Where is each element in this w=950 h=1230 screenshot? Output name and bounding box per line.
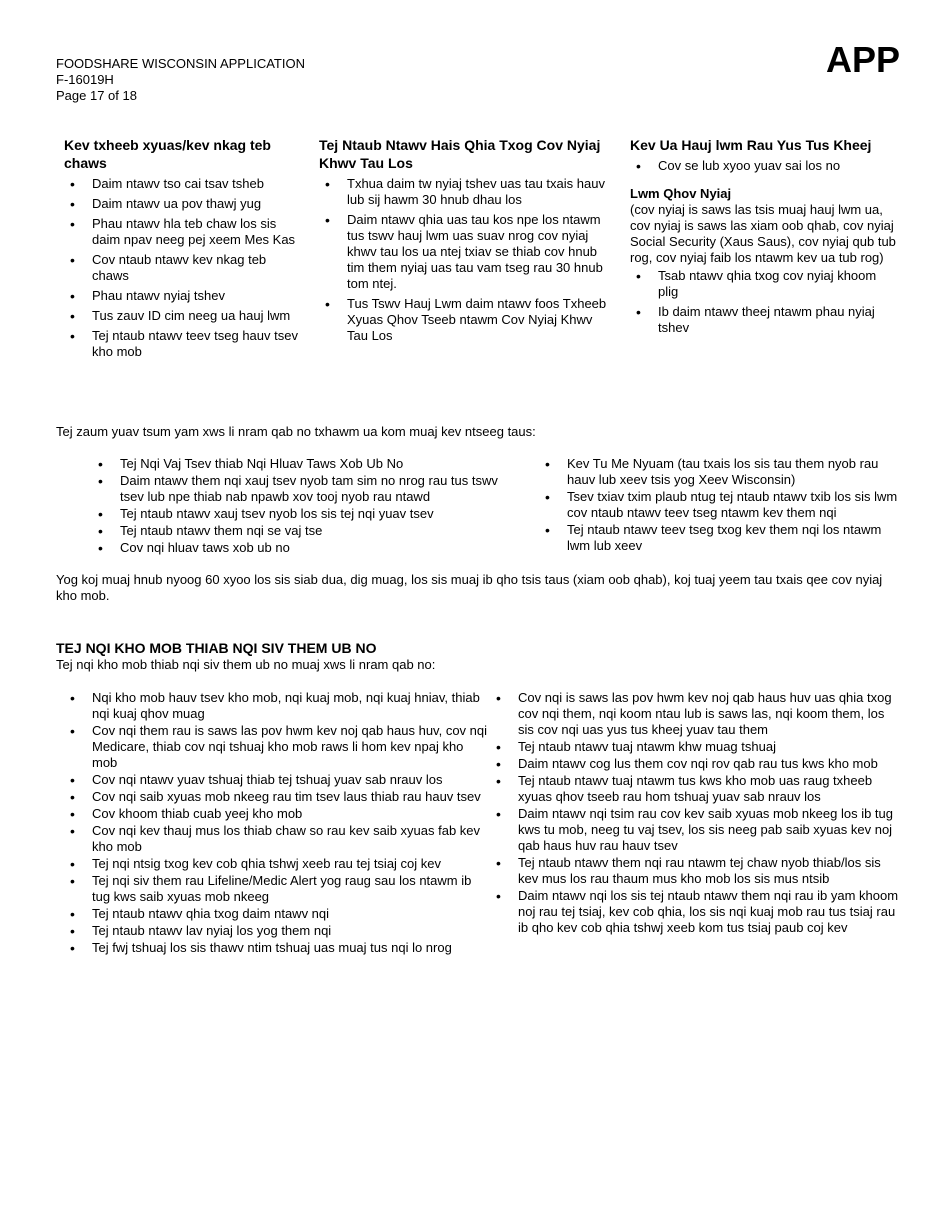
identity-column [64, 136, 304, 364]
list-item: • Tsev txiav txim plaub ntug tej ntaub ntawv txib los sis lwm cov ntaub ntawv teev tseg ntawm kev them nqi [539, 489, 899, 521]
other-income-text: (cov nyiaj is saws las tsis muaj hauj lwm ua, cov nyiaj is saws las xiam oob qhab, cov nyiaj Social Security (Xaus Saus), cov nyiaj qub tub rog, cov nyiaj faib los ntawm kev ua tub rog) [630, 202, 896, 265]
identity-title: Kev txheeb xyuas/kev nkag teb chaws [64, 137, 271, 171]
list-item: • Tej ntaub ntawv them nqi se vaj tse [92, 523, 502, 539]
list-item: • Daim ntawv tso cai tsav tsheb [64, 176, 304, 192]
other-income-list [630, 268, 898, 336]
income-list [319, 176, 614, 344]
child-support-list-column [539, 456, 899, 555]
list-item: • Cov nqi hluav taws xob ub no [92, 540, 502, 556]
list-item: • Cov nqi kev thauj mus los thiab chaw so rau kev saib xyuas fab kev kho mob [64, 823, 489, 855]
medical-list-left [64, 690, 489, 956]
app-badge: APP [826, 39, 901, 80]
list-item: • Txhua daim tw nyiaj tshev uas tau txais hauv lub sij hawm 30 hnub dhau los [319, 176, 614, 208]
list-item: • Kev Tu Me Nyuam (tau txais los sis tau them nyob rau hauv lub xeev tsis yog Xeev Wisconsin) [539, 456, 899, 488]
list-item: • Tej nqi siv them rau Lifeline/Medic Alert yog raug sau los ntawm ib tug kws saib xyuas mob nkeeg [64, 873, 489, 905]
list-item: • Tej Nqi Vaj Tsev thiab Nqi Hluav Taws Xob Ub No [92, 456, 502, 472]
list-item: • Tej ntaub ntawv lav nyiaj los yog them nqi [64, 923, 489, 939]
list-item: • Tej fwj tshuaj los sis thawv ntim tshuaj uas muaj tus nqi lo nrog [64, 940, 489, 956]
list-item: • Tej ntaub ntawv them nqi rau ntawm tej chaw nyob thiab/los sis kev mus los rau thaum mus kho mob los sis mus ntsib [490, 855, 900, 887]
verification-intro: Tej zaum yuav tsum yam xws li nram qab no txhawm ua kom muaj kev ntseeg taus: [56, 424, 536, 439]
list-item: • Cov ntaub ntawv kev nkag teb chaws [64, 252, 304, 284]
list-item: • Cov nqi them rau is saws las pov hwm kev noj qab haus huv, cov nqi Medicare, thiab cov nqi tshuaj kho mob raws li hom kev npaj kho mob [64, 723, 489, 771]
list-item: • Cov se lub xyoo yuav sai los no [630, 158, 898, 174]
form-header [56, 56, 456, 104]
list-item: • Tej ntaub ntawv tuaj ntawm khw muag tshuaj [490, 739, 900, 755]
list-item: • Tej ntaub ntawv qhia txog daim ntawv nqi [64, 906, 489, 922]
list-item: • Daim ntawv nqi los sis tej ntaub ntawv them nqi rau ib yam khoom noj rau tej tsiaj, kev cob qhia, los sis nqi kuaj mob rau tus tsiaj rau ib qho kev cob qhia tshwj xeeb kom tus tsiaj paub coj kev [490, 888, 900, 936]
list-item: • Phau ntawv nyiaj tshev [64, 288, 304, 304]
medical-list-right-column [490, 690, 900, 937]
self-employment-title: Kev Ua Hauj lwm Rau Yus Tus Kheej [630, 137, 872, 153]
list-item: • Nqi kho mob hauv tsev kho mob, nqi kuaj mob, nqi kuaj hniav, thiab nqi kuaj qhov muag [64, 690, 489, 722]
list-item: • Tej ntaub ntawv tuaj ntawm tus kws kho mob uas raug txheeb xyuas qhov tseeb rau hom tshuaj yuav sab nrauv los [490, 773, 900, 805]
identity-list [64, 176, 304, 360]
list-item: • Tej ntaub ntawv xauj tsev nyob los sis tej nqi yuav tsev [92, 506, 502, 522]
list-item: • Tsab ntawv qhia txog cov nyiaj khoom plig [630, 268, 898, 300]
income-column [319, 136, 614, 348]
medical-list-left-column [64, 690, 489, 957]
medical-section-title: TEJ NQI KHO MOB THIAB NQI SIV THEM UB NO [56, 640, 377, 656]
self-employment-column [630, 136, 898, 340]
medical-list-right [490, 690, 900, 936]
list-item: • Ib daim ntawv theej ntawm phau nyiaj tshev [630, 304, 898, 336]
list-item: • Daim ntawv qhia uas tau kos npe los ntawm tus tswv hauj lwm uas suav nrog cov nyiaj khwv tau los ua ntej txiav se thiab cov hnub tim them nyiaj uas tau vam tseg rau 30 hnub tom ntej. [319, 212, 614, 292]
income-title: Tej Ntaub Ntawv Hais Qhia Txog Cov Nyiaj Khwv Tau Los [319, 137, 601, 171]
housing-list-column [92, 456, 502, 557]
medical-section-intro: Tej nqi kho mob thiab nqi siv them ub no muaj xws li nram qab no: [56, 657, 436, 672]
list-item: • Daim ntawv nqi tsim rau cov kev saib xyuas mob nkeeg los ib tug kws tu mob, neeg tu vaj tsev, los sis neeg pab saib xyuas kev noj qab haus huv rau hauv tsev [490, 806, 900, 854]
child-support-list [539, 456, 899, 554]
list-item: • Cov nqi is saws las pov hwm kev noj qab haus huv uas qhia txog cov nqi them, nqi koom ntau lub is saws las, nqi koom them, los sis cov nqi uas yus tus kheej yuav tau them [490, 690, 900, 738]
list-item: • Daim ntawv ua pov thawj yug [64, 196, 304, 212]
list-item: • Cov nqi saib xyuas mob nkeeg rau tim tsev laus thiab rau hauv tsev [64, 789, 489, 805]
self-employment-list [630, 158, 898, 174]
housing-list [92, 456, 502, 556]
list-item: • Cov nqi ntawv yuav tshuaj thiab tej tshuaj yuav sab nrauv los [64, 772, 489, 788]
list-item: • Tus zauv ID cim neeg ua hauj lwm [64, 308, 304, 324]
list-item: • Cov khoom thiab cuab yeej kho mob [64, 806, 489, 822]
list-item: • Tej ntaub ntawv teev tseg hauv tsev kho mob [64, 328, 304, 360]
age-60-paragraph: Yog koj muaj hnub nyoog 60 xyoo los sis siab dua, dig muag, los sis muaj ib qho tsis taus (xiam oob qhab), koj tuaj yeem tau txais qee cov nyiaj kho mob. [56, 572, 883, 603]
form-number: F-16019H [56, 72, 114, 87]
other-income-title: Lwm Qhov Nyiaj [630, 186, 732, 201]
list-item: • Daim ntawv them nqi xauj tsev nyob tam sim no nrog rau tus tswv tsev lub npe thiab nab npawb xov tooj nyob rau ntawd [92, 473, 502, 505]
list-item: • Phau ntawv hla teb chaw los sis daim npav neeg pej xeem Mes Kas [64, 216, 304, 248]
form-title: FOODSHARE WISCONSIN APPLICATION [56, 56, 305, 71]
list-item: • Tus Tswv Hauj Lwm daim ntawv foos Txheeb Xyuas Qhov Tseeb ntawm Cov Nyiaj Khwv Tau Los [319, 296, 614, 344]
list-item: • Tej nqi ntsig txog kev cob qhia tshwj xeeb rau tej tsiaj coj kev [64, 856, 489, 872]
page-number: Page 17 of 18 [56, 88, 137, 103]
list-item: • Daim ntawv cog lus them cov nqi rov qab rau tus kws kho mob [490, 756, 900, 772]
list-item: • Tej ntaub ntawv teev tseg txog kev them nqi los ntawm lwm lub xeev [539, 522, 899, 554]
